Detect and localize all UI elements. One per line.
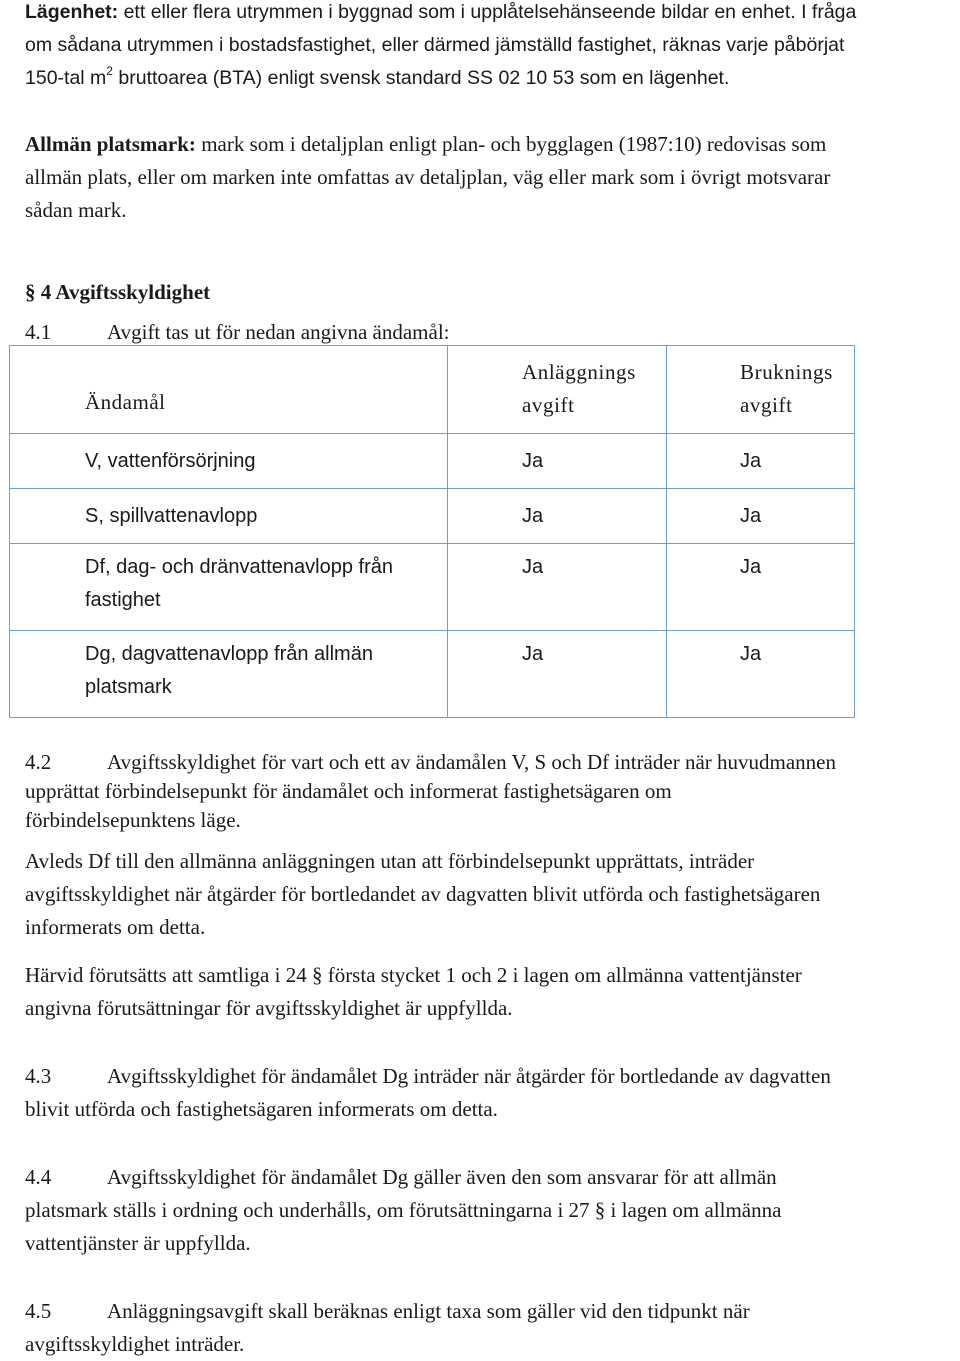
- definition-lagenhet: [25, 0, 960, 95]
- construction-cell: Ja: [448, 434, 667, 489]
- text-line: ett eller flera utrymmen i byggnad som i upplåtelsehänseende bildar en enhet. I fråga: [118, 1, 857, 23]
- section-heading: § 4 Avgiftsskyldighet: [25, 280, 211, 304]
- table-header-row: [10, 346, 855, 434]
- definition-allman-platsmark: [25, 128, 960, 227]
- header-text: Bruknings: [740, 360, 833, 384]
- header-purpose: Ändamål: [10, 346, 448, 434]
- table-row: [10, 631, 855, 718]
- table-row: [10, 489, 855, 544]
- text-line: informerats om detta.: [25, 915, 206, 939]
- purpose-cell: [10, 544, 448, 631]
- clause-text: vattentjänster är uppfyllda.: [25, 1231, 251, 1255]
- clause-text: Avgift tas ut för nedan angivna ändamål:: [107, 320, 450, 344]
- usage-cell: Ja: [667, 631, 855, 718]
- clause-text: Avgiftsskyldighet för ändamålet Dg gäller även den som ansvarar för att allmän: [107, 1165, 777, 1189]
- purpose-cell: V, vattenförsörjning: [10, 434, 448, 489]
- clause-number: 4.4: [25, 1165, 52, 1189]
- clause-number: 4.3: [25, 1064, 52, 1088]
- purpose-cell: [10, 631, 448, 718]
- clause-number: 4.1: [25, 320, 52, 344]
- header-text: avgift: [522, 393, 575, 417]
- purpose-text: platsmark: [85, 676, 172, 698]
- construction-cell: Ja: [448, 489, 667, 544]
- clause-4-3: [25, 1060, 960, 1126]
- table-row: [10, 544, 855, 631]
- header-text: avgift: [740, 393, 793, 417]
- text-line: 150-tal m: [25, 67, 107, 89]
- clause-4-2: [25, 748, 960, 835]
- paragraph-harvid: [25, 959, 960, 1025]
- text-line: angivna förutsättningar för avgiftsskyldighet är uppfyllda.: [25, 996, 513, 1020]
- term-lagenhet: Lägenhet:: [25, 1, 119, 23]
- clause-text: avgiftsskyldighet inträder.: [25, 1332, 245, 1356]
- header-construction-fee: [448, 346, 667, 434]
- text-line: om sådana utrymmen i bostadsfastighet, eller därmed jämställd fastighet, räknas varje påbörjat: [25, 34, 845, 56]
- purpose-text: Dg, dagvattenavlopp från allmän: [85, 643, 373, 665]
- usage-cell: Ja: [667, 434, 855, 489]
- clause-text: platsmark ställs i ordning och underhålls, om förutsättningarna i 27 § i lagen om allmänna: [25, 1198, 782, 1222]
- clause-text: Avgiftsskyldighet för vart och ett av ändamålen V, S och Df inträder när huvudmannen: [107, 750, 836, 774]
- purpose-cell: S, spillvattenavlopp: [10, 489, 448, 544]
- header-text: Anläggnings: [522, 360, 636, 384]
- text-line: mark som i detaljplan enligt plan- och bygglagen (1987:10) redovisas som: [195, 132, 827, 156]
- purpose-text: fastighet: [85, 589, 161, 611]
- text-line: allmän plats, eller om marken inte omfattas av detaljplan, väg eller mark som i övrigt motsvarar: [25, 165, 831, 189]
- clause-text: upprättat förbindelsepunkt för ändamålet och informerat fastighetsägaren om: [25, 779, 672, 803]
- superscript: 2: [106, 64, 113, 78]
- clause-number: 4.5: [25, 1299, 52, 1323]
- term-allman-platsmark: Allmän platsmark:: [25, 132, 196, 156]
- paragraph-df: [25, 845, 960, 944]
- usage-cell: Ja: [667, 489, 855, 544]
- construction-cell: Ja: [448, 544, 667, 631]
- text-line: Avleds Df till den allmänna anläggningen utan att förbindelsepunkt upprättats, inträder: [25, 849, 755, 873]
- clause-text: förbindelsepunktens läge.: [25, 808, 241, 832]
- clause-text: blivit utförda och fastighetsägaren informerats om detta.: [25, 1097, 498, 1121]
- text-line: bruttoarea (BTA) enligt svensk standard SS 02 10 53 som en lägenhet.: [112, 67, 730, 89]
- text-line: avgiftsskyldighet när åtgärder för bortledandet av dagvatten blivit utförda och fastighetsägaren: [25, 882, 821, 906]
- purpose-text: Df, dag- och dränvattenavlopp från: [85, 556, 393, 578]
- text-line: Härvid förutsätts att samtliga i 24 § första stycket 1 och 2 i lagen om allmänna vattentjänster: [25, 963, 802, 987]
- text-line: sådan mark.: [25, 198, 127, 222]
- construction-cell: Ja: [448, 631, 667, 718]
- clause-4-4: [25, 1161, 960, 1260]
- header-usage-fee: [667, 346, 855, 434]
- fee-table: [9, 345, 855, 718]
- usage-cell: Ja: [667, 544, 855, 631]
- clause-text: Anläggningsavgift skall beräknas enligt taxa som gäller vid den tidpunkt när: [107, 1299, 750, 1323]
- clause-4-5: [25, 1295, 960, 1361]
- table-row: [10, 434, 855, 489]
- clause-text: Avgiftsskyldighet för ändamålet Dg inträder när åtgärder för bortledande av dagvatten: [107, 1064, 831, 1088]
- clause-number: 4.2: [25, 750, 52, 774]
